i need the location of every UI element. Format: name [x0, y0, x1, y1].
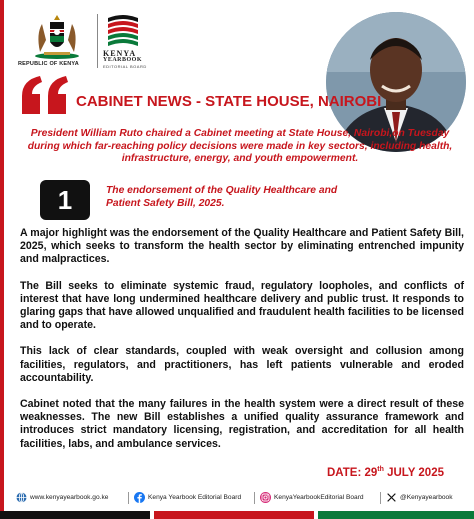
footer-divider: [380, 492, 381, 504]
flag-stripe-black: [0, 511, 150, 519]
instagram-link[interactable]: KenyaYearbookEditorial Board: [274, 494, 364, 501]
footer-x[interactable]: [386, 492, 453, 503]
footer-divider: [254, 492, 255, 504]
x-icon: [386, 492, 397, 503]
article-body: [20, 227, 464, 464]
quote-icon: [20, 74, 72, 116]
date-suffix: th: [377, 466, 384, 473]
logo-name: KENYA: [103, 49, 137, 58]
flag-stripe-red: [154, 511, 314, 519]
date-rest: JULY 2025: [383, 466, 444, 479]
logo-subtitle: EDITORIAL BOARD: [103, 64, 147, 69]
paragraph: A major highlight was the endorsement of the Quality Healthcare and Patient Safety Bill, 2025, which seeks to transform the health sector by eliminating entrenched impunity and malpractices.: [20, 227, 464, 266]
globe-icon: [16, 492, 27, 503]
date-label: [327, 466, 444, 479]
facebook-icon: [134, 492, 145, 503]
flag-stripe-green: [318, 511, 474, 519]
coat-caption: REPUBLIC OF KENYA: [18, 61, 79, 67]
coat-of-arms-icon: [30, 12, 84, 60]
kenya-yearbook-logo-icon: [104, 12, 142, 48]
paragraph: The Bill seeks to eliminate systemic fraud, regulatory loopholes, and conflicts of interest that have long undermined healthcare delivery and public trust. It responds to glaring gaps that have allowed unqualified and fraudulent health facilities to be licensed and to operate.: [20, 279, 464, 332]
header-divider: [97, 14, 98, 68]
left-accent-border: [0, 0, 4, 519]
footer: [0, 486, 474, 510]
footer-facebook[interactable]: [134, 492, 241, 503]
page-title: CABINET NEWS - STATE HOUSE, NAIROBI: [76, 93, 382, 110]
intro-text: President William Ruto chaired a Cabinet meeting at State House, Nairobi,on Tuesday during which far-reaching policy decisions were made in key sectors, including health, infrastructure, energy, and youth empowerment.: [27, 128, 453, 164]
website-link[interactable]: www.kenyayearbook.go.ke: [30, 494, 109, 501]
footer-divider: [128, 492, 129, 504]
facebook-link[interactable]: Kenya Yearbook Editorial Board: [148, 494, 242, 501]
highlight-title: The endorsement of the Quality Healthcare and Patient Safety Bill, 2025.: [106, 185, 338, 209]
date-prefix: DATE: 29: [327, 466, 378, 479]
footer-website[interactable]: [16, 492, 108, 503]
logo-name-2: YEARBOOK: [103, 57, 143, 63]
x-link[interactable]: @Kenyayearbook: [400, 494, 453, 501]
footer-instagram[interactable]: [260, 492, 364, 503]
instagram-icon: [260, 492, 271, 503]
paragraph: This lack of clear standards, coupled with weak oversight and collusion among facilities, regulators, and practitioners, has left patients vulnerable and eroded accountability.: [20, 345, 464, 384]
paragraph: Cabinet noted that the many failures in the health system were a direct result of these weaknesses. The new Bill establishes a unified quality assurance framework and introduces strict mandatory licensing, registration, and accreditation for all health facilities, labs, and ambulance services.: [20, 398, 464, 450]
highlight-number-badge: 1: [40, 180, 90, 220]
